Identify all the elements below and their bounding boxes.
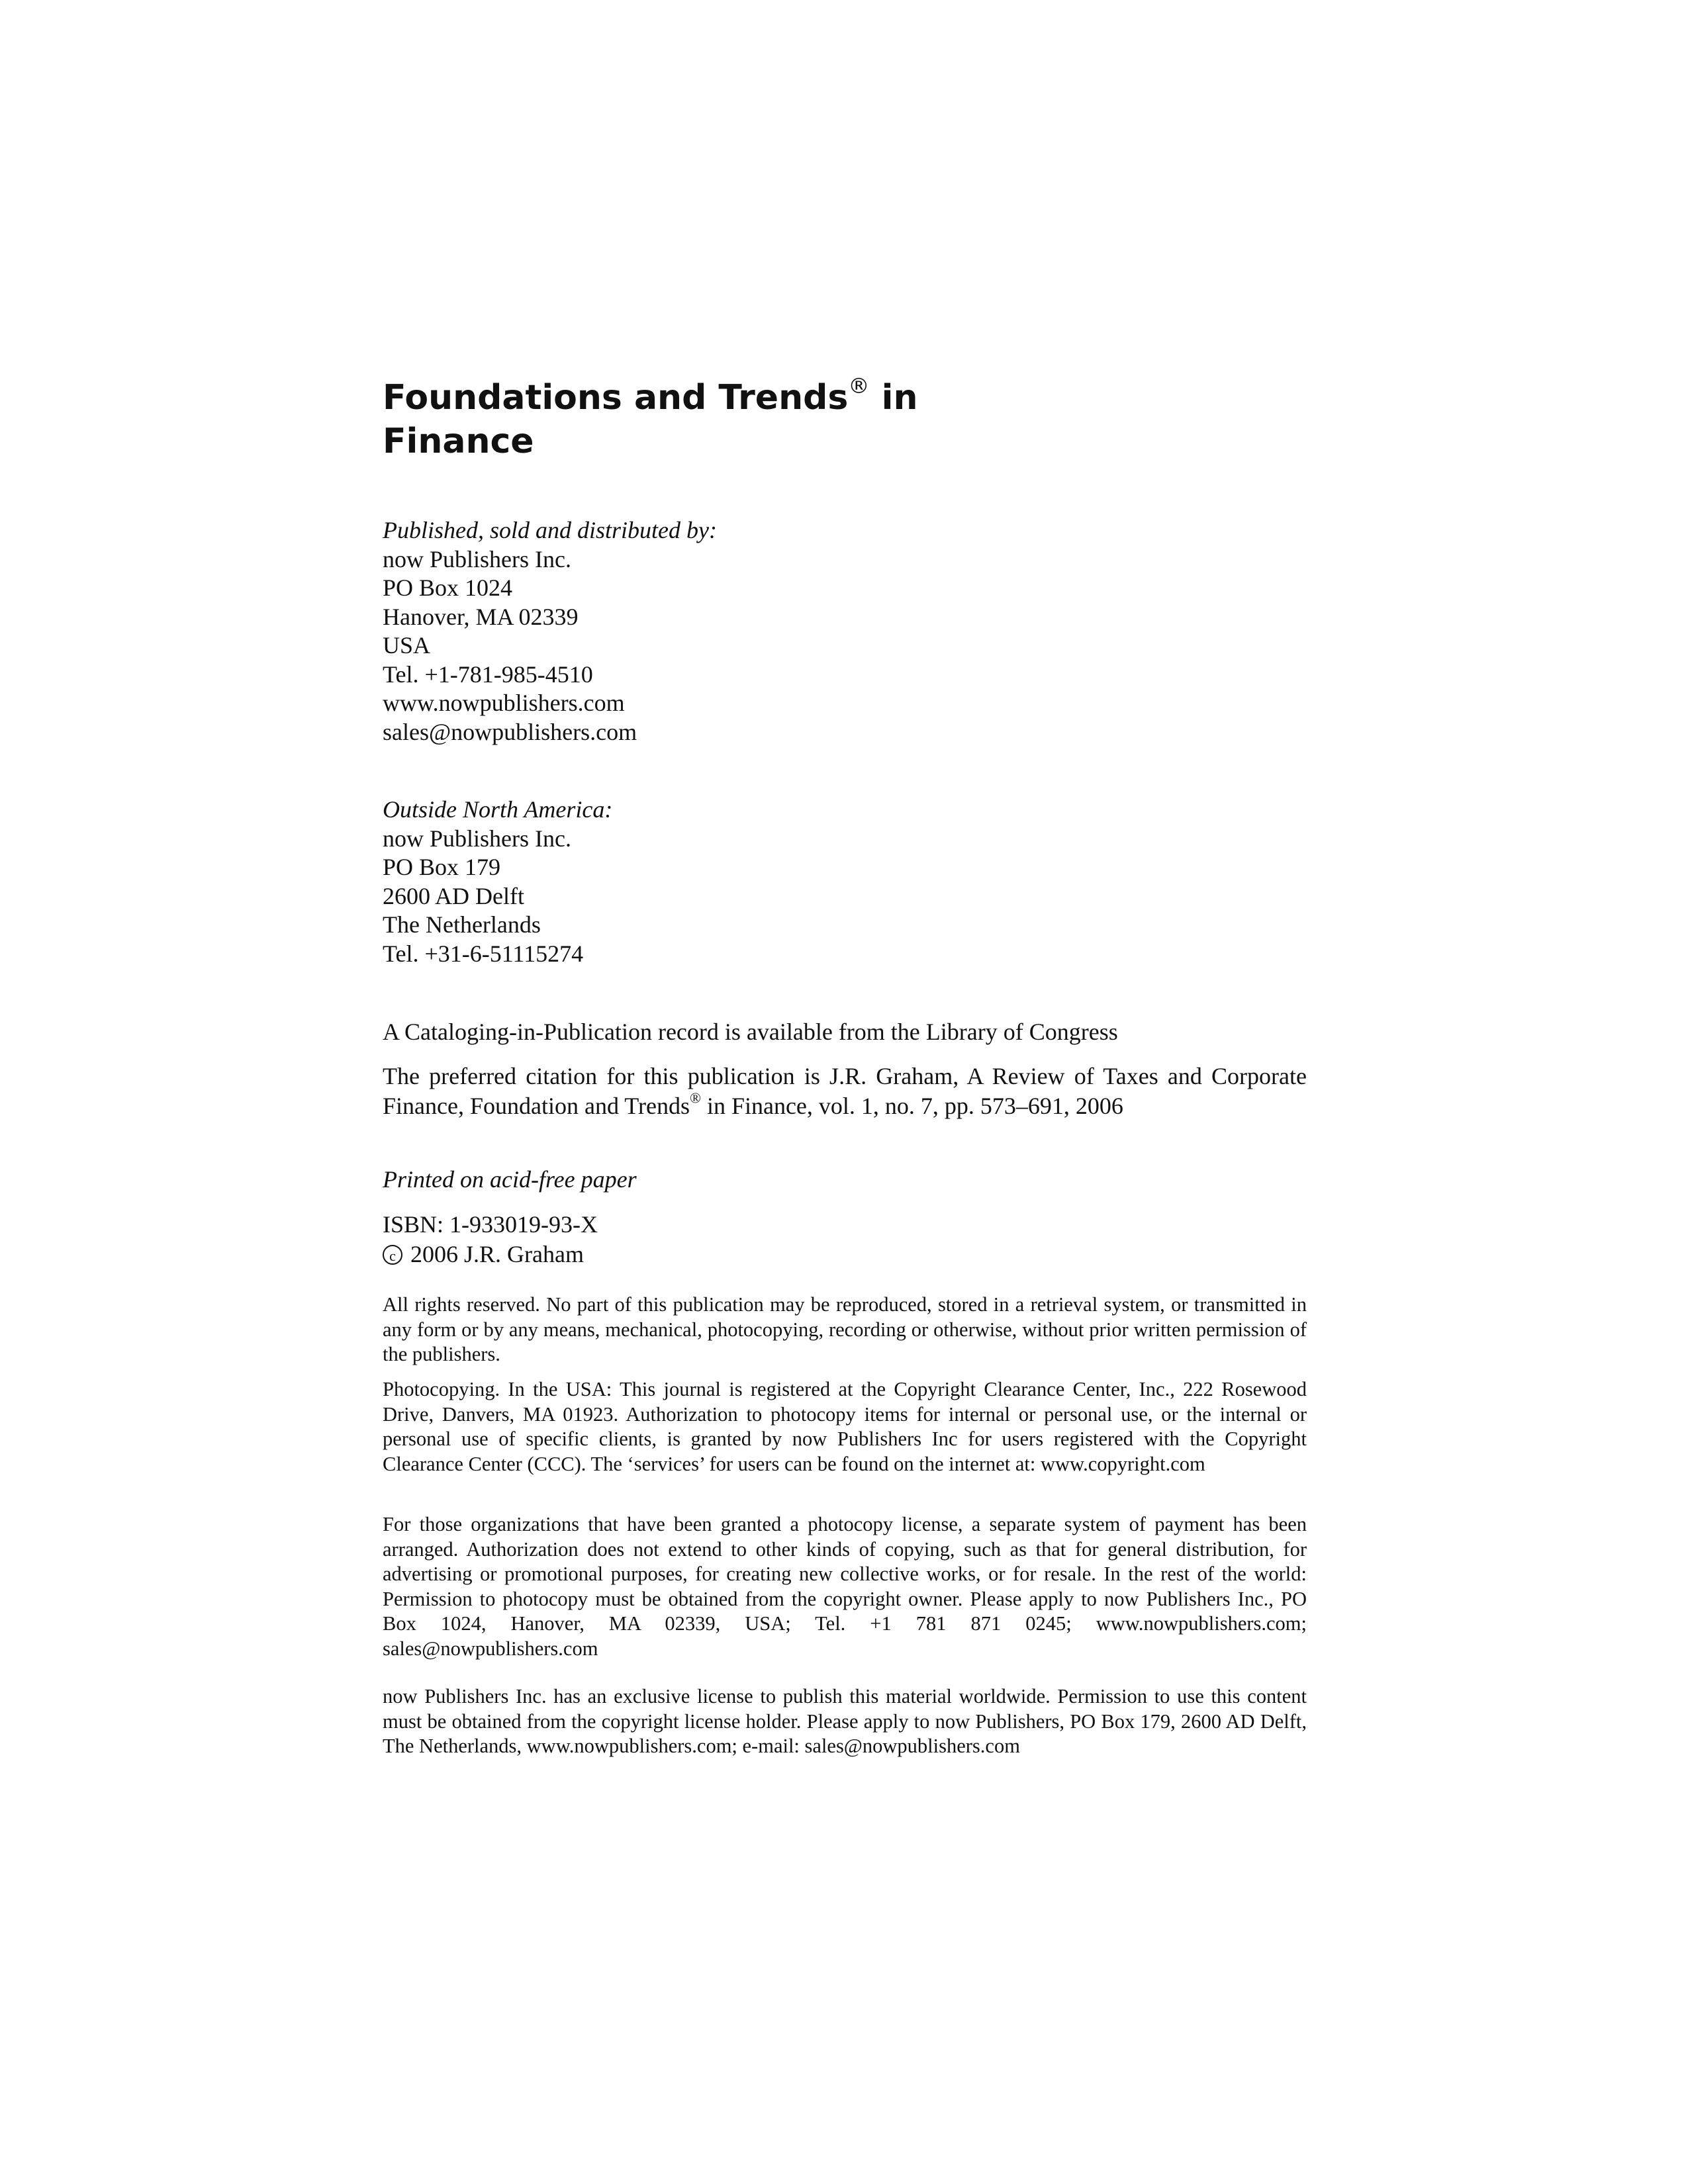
publisher-address-north-america	[383, 516, 1307, 747]
address-heading: Published, sold and distributed by:	[383, 517, 717, 543]
series-title-line2: Finance	[383, 422, 534, 461]
address-line: now Publishers Inc.	[383, 545, 571, 572]
series-title-in: in	[869, 378, 918, 418]
address-line: USA	[383, 632, 431, 659]
paper-notice: Printed on acid-free paper	[383, 1166, 637, 1193]
email: sales@nowpublishers.com	[383, 718, 637, 745]
registered-mark: ®	[690, 1089, 701, 1107]
registered-mark: ®	[848, 373, 870, 398]
publisher-address-international	[383, 796, 1307, 968]
website: www.nowpublishers.com	[383, 690, 625, 716]
license-paragraph: now Publishers Inc. has an exclusive license to publish this material worldwide. Permission to use this content must be obtained from the copyright license holder. Please apply to now Publishers, PO Box 179, 2600 AD Delft, The Netherlands, www.nowpublishers.com; e-mail: sales@nowpublishers.com	[383, 1685, 1307, 1757]
address-line: PO Box 1024	[383, 574, 513, 601]
series-title-line1: Foundations and Trends	[383, 378, 849, 418]
copyright-line	[383, 1240, 1307, 1269]
rights-paragraph: All rights reserved. No part of this publication may be reproduced, stored in a retrieval system, or transmitted in any form or by any means, mechanical, photocopying, recording or otherwise, without prior written permission of the publishers.	[383, 1293, 1307, 1365]
address-line: The Netherlands	[383, 911, 541, 938]
address-line: now Publishers Inc.	[383, 825, 571, 852]
citation-text: The preferred citation for this publication is J.R. Graham, A Review of Taxes and Corporate Finance, Foundation and Trends	[383, 1063, 1307, 1119]
series-title	[383, 373, 1307, 463]
phone-number: Tel. +1-781-985-4510	[383, 660, 593, 688]
address-line: PO Box 179	[383, 854, 501, 880]
photocopying-paragraph: Photocopying. In the USA: This journal is registered at the Copyright Clearance Center, Inc., 222 Rosewood Drive, Danvers, MA 01923. Authorization to photocopy items for internal or personal use, or the internal or personal use of specific clients, is granted by now Publishers Inc for users registered with the Copyright Clearance Center (CCC). The ‘services’ for users can be found on the internet at: www.copyright.com	[383, 1378, 1307, 1475]
address-heading: Outside North America:	[383, 796, 613, 823]
citation-text-end: in Finance, vol. 1, no. 7, pp. 573–691, 2006	[700, 1093, 1123, 1119]
copyright-symbol-icon: c	[383, 1245, 402, 1265]
phone-number: Tel. +31-6-51115274	[383, 940, 584, 967]
cip-notice: A Cataloging-in-Publication record is available from the Library of Congress	[383, 1019, 1118, 1045]
address-line: Hanover, MA 02339	[383, 603, 579, 630]
address-line: 2600 AD Delft	[383, 882, 524, 909]
isbn-copyright-block	[383, 1210, 1307, 1269]
copyright-holder: 2006 J.R. Graham	[410, 1241, 584, 1267]
citation-paragraph	[383, 1062, 1307, 1121]
organizations-paragraph: For those organizations that have been granted a photocopy license, a separate system of payment has been arranged. Authorization does not extend to other kinds of copying, such as that for general distribution, for advertising or promotional purposes, for creating new collective works, or for resale. In the rest of the world: Permission to photocopy must be obtained from the copyright owner. Please apply to now Publishers Inc., PO Box 1024, Hanover, MA 02339, USA; Tel. +1 781 871 0245; www.nowpublishers.com; sales@nowpublishers.com	[383, 1513, 1307, 1660]
isbn: ISBN: 1-933019-93-X	[383, 1211, 598, 1238]
